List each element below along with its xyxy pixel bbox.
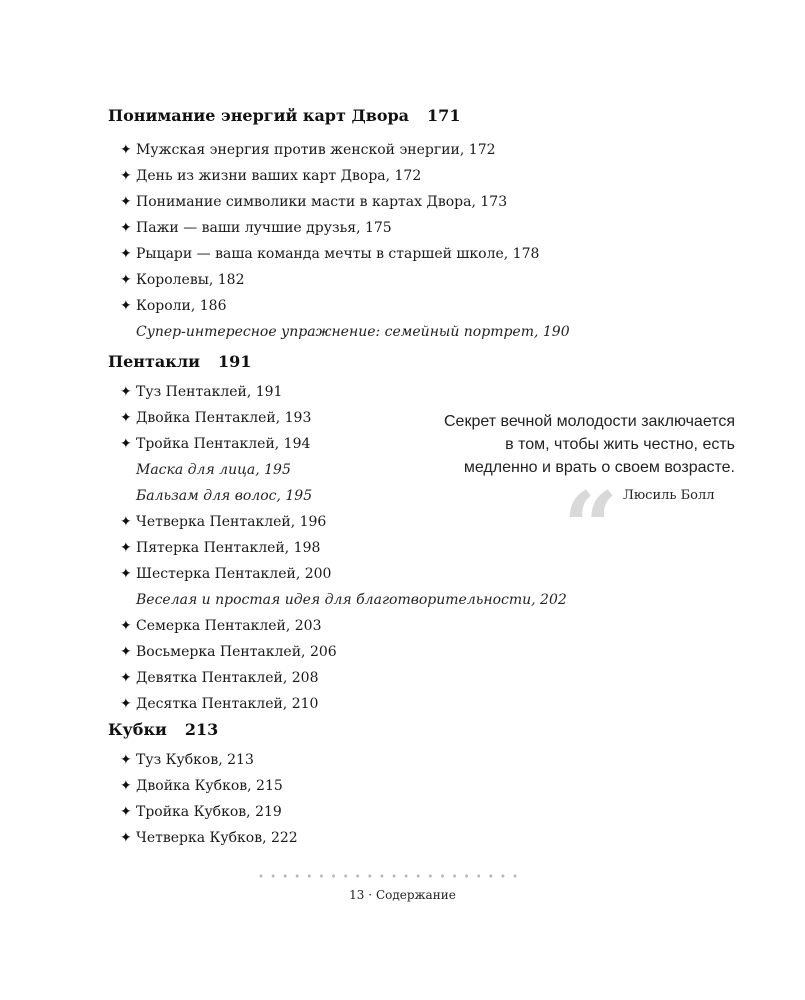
toc-item: ✦ Двойка Пентаклей, 193 <box>120 410 312 426</box>
toc-item: ✦ Туз Пентаклей, 191 <box>120 384 283 400</box>
star-bullet-icon: ✦ <box>120 384 132 400</box>
page-number: 13 <box>349 888 365 902</box>
toc-item: ✦ Тройка Пентаклей, 194 <box>120 436 311 452</box>
page-footer <box>0 888 805 902</box>
toc-item: ✦ Королевы, 182 <box>120 272 245 288</box>
star-bullet-icon: ✦ <box>120 540 132 556</box>
section-page: 213 <box>184 720 219 739</box>
star-bullet-icon: ✦ <box>120 778 132 794</box>
toc-item: ✦ Шестерка Пентаклей, 200 <box>120 566 332 582</box>
toc-item: ✦ День из жизни ваших карт Двора, 172 <box>120 168 422 184</box>
toc-item: ✦ Десятка Пентаклей, 210 <box>120 696 319 712</box>
toc-item: ✦ Понимание символики масти в картах Двора, 173 <box>120 194 508 210</box>
section-title: Понимание энергий карт Двора 171 <box>108 106 461 125</box>
toc-item: ✦ Короли, 186 <box>120 298 227 314</box>
star-bullet-icon: ✦ <box>120 752 132 768</box>
star-bullet-icon: ✦ <box>120 804 132 820</box>
star-bullet-icon: ✦ <box>120 298 132 314</box>
toc-subitem: Супер-интересное упражнение: семейный портрет, 190 <box>136 324 570 340</box>
star-bullet-icon: ✦ <box>120 696 132 712</box>
section-title: Кубки 213 <box>108 720 219 739</box>
toc-subitem: Бальзам для волос, 195 <box>136 488 313 504</box>
star-bullet-icon: ✦ <box>120 436 132 452</box>
star-bullet-icon: ✦ <box>120 272 132 288</box>
toc-item: ✦ Восьмерка Пентаклей, 206 <box>120 644 337 660</box>
toc-item: ✦ Туз Кубков, 213 <box>120 752 254 768</box>
quote-line: Секрет вечной молодости заключается <box>444 413 735 430</box>
section-page: 191 <box>217 352 252 371</box>
star-bullet-icon: ✦ <box>120 410 132 426</box>
toc-item: ✦ Тройка Кубков, 219 <box>120 804 282 820</box>
quote-line: в том, чтобы жить честно, есть <box>505 436 735 453</box>
star-bullet-icon: ✦ <box>120 142 132 158</box>
star-bullet-icon: ✦ <box>120 168 132 184</box>
toc-item: ✦ Мужская энергия против женской энергии, 172 <box>120 142 496 158</box>
toc-item: ✦ Семерка Пентаклей, 203 <box>120 618 322 634</box>
footer-separator: · <box>368 888 373 902</box>
toc-subitem: Веселая и простая идея для благотворительности, 202 <box>136 592 567 608</box>
section-title: Пентакли 191 <box>108 352 252 371</box>
toc-subitem: Маска для лица, 195 <box>136 462 291 478</box>
star-bullet-icon: ✦ <box>120 566 132 582</box>
star-bullet-icon: ✦ <box>120 514 132 530</box>
quote-line: медленно и врать о своем возрасте. <box>463 459 735 476</box>
star-bullet-icon: ✦ <box>120 618 132 634</box>
star-bullet-icon: ✦ <box>120 644 132 660</box>
toc-item: ✦ Пятерка Пентаклей, 198 <box>120 540 321 556</box>
footer-dots-divider: •••••••••••••••••••••• <box>258 872 525 883</box>
quote-author: Люсиль Болл <box>623 488 715 503</box>
star-bullet-icon: ✦ <box>120 830 132 846</box>
star-bullet-icon: ✦ <box>120 670 132 686</box>
star-bullet-icon: ✦ <box>120 220 132 236</box>
toc-item: ✦ Пажи — ваши лучшие друзья, 175 <box>120 220 392 236</box>
star-bullet-icon: ✦ <box>120 194 132 210</box>
toc-item: ✦ Девятка Пентаклей, 208 <box>120 670 319 686</box>
section-page: 171 <box>427 106 461 125</box>
quote-mark-icon: “ <box>563 471 619 584</box>
toc-item: ✦ Четверка Пентаклей, 196 <box>120 514 327 530</box>
toc-item: ✦ Двойка Кубков, 215 <box>120 778 283 794</box>
pull-quote <box>444 410 735 479</box>
chapter-name: Содержание <box>375 888 456 902</box>
toc-item: ✦ Рыцари — ваша команда мечты в старшей школе, 178 <box>120 246 540 262</box>
toc-item: ✦ Четверка Кубков, 222 <box>120 830 298 846</box>
star-bullet-icon: ✦ <box>120 246 132 262</box>
